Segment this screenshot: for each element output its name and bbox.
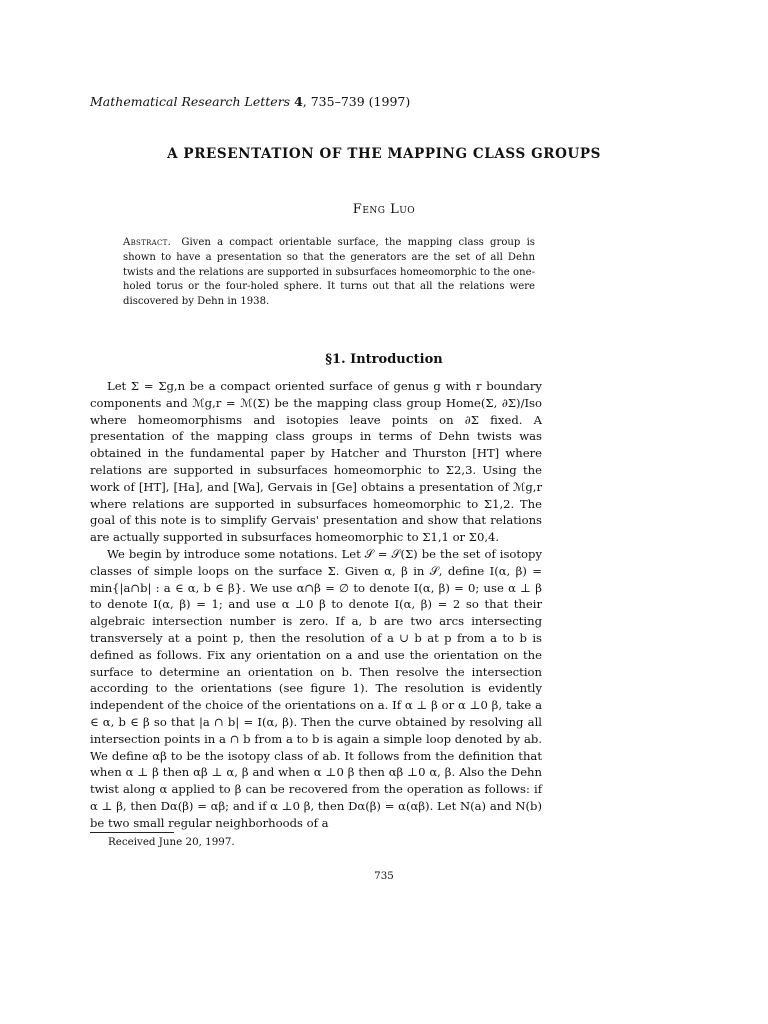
abstract-label: Abstract.: [123, 237, 172, 248]
paragraph-1: Let Σ = Σg,n be a compact oriented surface of genus g with r boundary components and ℳg,r = ℳ(Σ) be the mapping class group Home(Σ, ∂Σ)/Iso where homeomorphisms and isotopies leave points on ∂Σ fixed. A presentation of the mapping class groups in terms of Dehn twists was obtained in the fundamental paper by Hatcher and Thurston [HT] where relations are supported in subsurfaces homeomorphic to Σ2,3. Using the work of [HT], [Ha], and [Wa], Gervais in [Ge] obtains a presentation of ℳg,r where relations are supported in subsurfaces homeomorphic to Σ1,2. The goal of this note is to simplify Gervais' presentation and show that relations are actually supported in subsurfaces homeomorphic to Σ1,1 or Σ0,4.: [90, 379, 542, 545]
paper-title: A PRESENTATION OF THE MAPPING CLASS GROUPS: [167, 146, 601, 162]
author-name: Feng Luo: [352, 202, 416, 217]
body-text: [90, 378, 542, 832]
page-number: 735: [374, 870, 394, 882]
section-heading: §1. Introduction: [325, 352, 443, 367]
footnote-rule: [90, 832, 174, 833]
journal-pages-year: , 735–739 (1997): [302, 94, 411, 109]
abstract-text: Given a compact orientable surface, the mapping class group is shown to have a presentation so that the generators are the set of all Dehn twists and the relations are supported in subsurfaces homeomorphic to the one-holed torus or the four-holed sphere. It turns out that all the relations were discovered by Dehn in 1938.: [123, 237, 535, 308]
journal-name: Mathematical Research Letters: [90, 94, 291, 109]
journal-citation: [90, 94, 410, 109]
footnote: Received June 20, 1997.: [108, 836, 235, 848]
journal-volume: 4: [294, 94, 303, 109]
paragraph-2: We begin by introduce some notations. Let 𝒮 = 𝒮(Σ) be the set of isotopy classes of simple loops on the surface Σ. Given α, β in 𝒮, define I(α, β) = min{|a∩b| : a ∈ α, b ∈ β}. We use α∩β = ∅ to denote I(α, β) = 0; use α ⊥ β to denote I(α, β) = 1; and use α ⊥0 β to denote I(α, β) = 2 so that their algebraic intersection number is zero. If a, b are two arcs intersecting transversely at a point p, then the resolution of a ∪ b at p from a to b is defined as follows. Fix any orientation on a and use the orientation on the surface to determine an orientation on b. Then resolve the intersection according to the orientations (see figure 1). The resolution is evidently independent of the choice of the orientations on a. If α ⊥ β or α ⊥0 β, take a ∈ α, b ∈ β so that |a ∩ b| = I(α, β). Then the curve obtained by resolving all intersection points in a ∩ b from a to b is again a simple loop denoted by ab. We define αβ to be the isotopy class of ab. It follows from the definition that when α ⊥ β then αβ ⊥ α, β and when α ⊥0 β then αβ ⊥0 α, β. Also the Dehn twist along α applied to β can be recovered from the operation as follows: if α ⊥ β, then Dα(β) = αβ; and if α ⊥0 β, then Dα(β) = α(αβ). Let N(a) and N(b) be two small regular neighborhoods of a: [90, 546, 542, 830]
abstract: [123, 236, 535, 310]
